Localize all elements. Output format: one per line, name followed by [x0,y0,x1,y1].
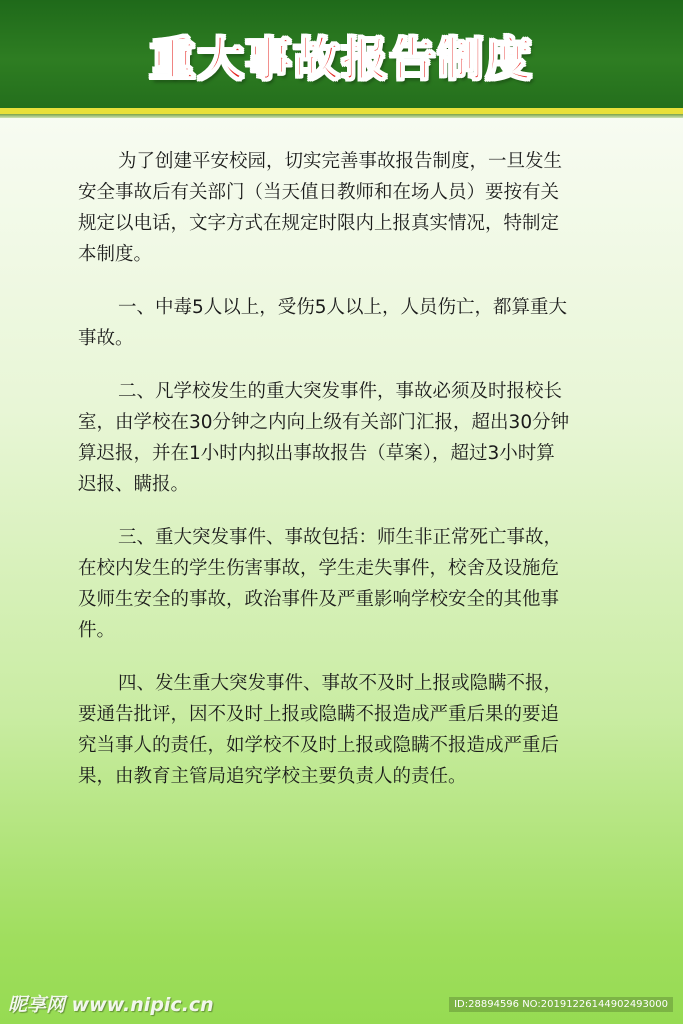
paragraph-intro: 为了创建平安校园，切实完善事故报告制度，一旦发生 安全事故后有关部门（当天值日教师和在场人员）要按有关 规定以电话，文字方式在规定时限内上报真实情况，特制定 本制度。 [78,151,563,265]
paragraph-item-2: 二、凡学校发生的重大突发事件，事故必须及时报校长 室，由学校在30分钟之内向上级有关部门汇报，超出30分钟 算迟报，并在1小时内拟出事故报告（草案），超过3小时算 迟报、瞒报。 [78,381,570,495]
page-title: 重大事故报告制度 [149,32,534,86]
header-shadow-line [0,114,683,118]
paragraph-item-1: 一、中毒5人以上，受伤5人以上，人员伤亡，都算重大 事故。 [78,297,568,349]
document-body [78,146,616,814]
paragraph-item-4: 四、发生重大突发事件、事故不及时上报或隐瞒不报， 要通告批评，因不及时上报或隐瞒不报造成严重后果的要追 究当事人的责任，如学校不及时上报或隐瞒不报造成严重后 果，由教育主管局追究学校主要负责人的责任。 [78,673,563,787]
paragraph-item-3: 三、重大突发事件、事故包括：师生非正常死亡事故， 在校内发生的学生伤害事故，学生走失事件，校舍及设施危 及师生安全的事故，政治事件及严重影响学校安全的其他事 件。 [78,527,563,641]
watermark-logo: 昵享网 www.nipic.cn [8,994,214,1016]
watermark-id: ID:28894596 NO:20191226144902493000 [449,997,673,1012]
